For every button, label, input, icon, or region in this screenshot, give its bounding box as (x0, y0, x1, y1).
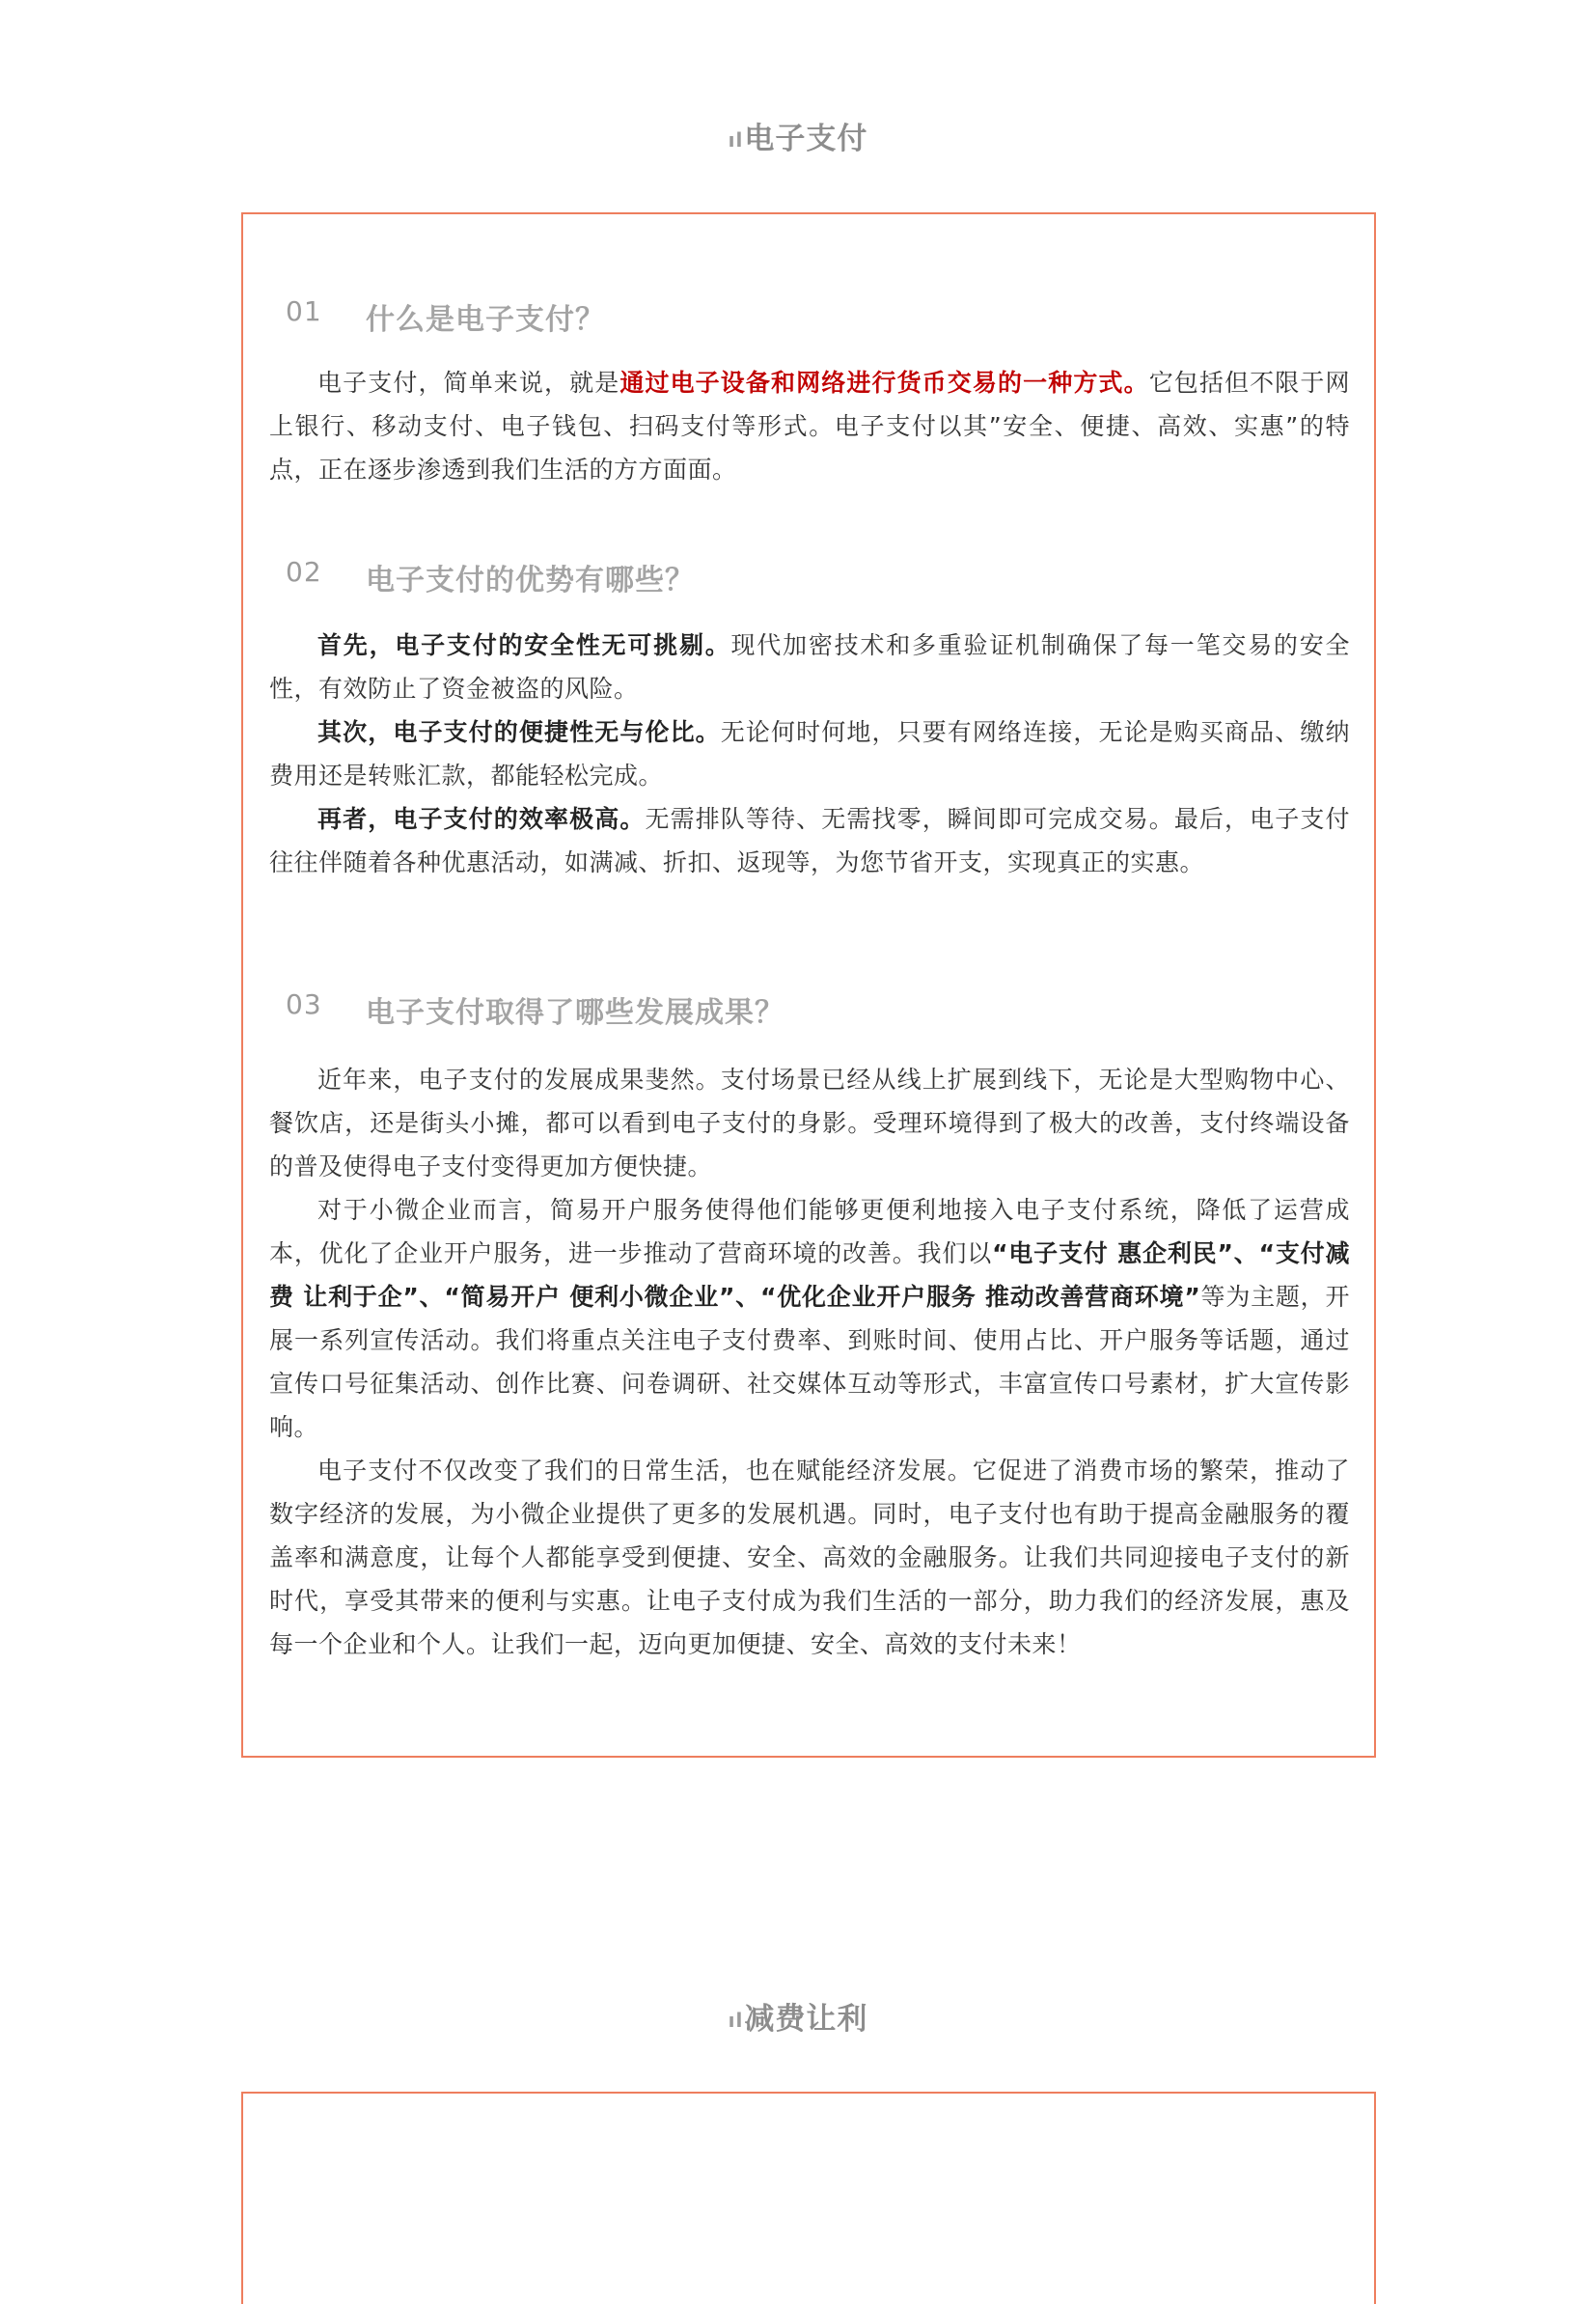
question-block-03 (269, 986, 1350, 1666)
question-title: 什么是电子支付？ (366, 303, 605, 337)
answer-text: 电子支付，简单来说，就是 (317, 369, 620, 397)
question-title: 电子支付取得了哪些发展成果？ (366, 996, 784, 1030)
question-header (269, 986, 1350, 1033)
bold-slogans: “电子支付 惠企利民”、“支付减费 让利于企”、“简易开户 便利小微企业”、“优化企业开户服务 推动改善营商环境” (269, 1239, 1350, 1311)
question-title: 电子支付的优势有哪些？ (366, 564, 695, 597)
question-header (269, 293, 1350, 340)
answer-paragraph (269, 710, 1350, 797)
highlight-text: 通过电子设备和网络进行货币交易的一种方式。 (619, 369, 1149, 397)
content-card (241, 212, 1376, 1758)
section-heading-title: 电子支付 (744, 122, 868, 156)
answer-paragraph (269, 797, 1350, 884)
answer-text: 现代加密技术和多重验证机制确保了每一笔交易的安全性，有效防止了资金被盗的风险。 (269, 631, 1350, 703)
question-number: 02 (286, 556, 322, 588)
answer-paragraph (269, 361, 1350, 491)
content-card-partial (241, 2092, 1376, 2304)
question-number: 01 (286, 295, 322, 327)
bar-chart-icon: ıl (728, 128, 744, 152)
question-number: 03 (286, 988, 322, 1020)
bold-lead: 再者，电子支付的效率极高。 (317, 805, 646, 833)
question-block-01 (269, 293, 1350, 491)
answer-text: 对于小微企业而言，简易开户服务使得他们能够更便利地接入电子支付系统，降低了运营成本，优化了企业开户服务，进一步推动了营商环境的改善。我们以 (269, 1196, 1350, 1267)
section-heading-title: 减费让利 (744, 2002, 868, 2037)
section-heading-fee-reduction (0, 1994, 1596, 2038)
answer-paragraph (269, 624, 1350, 710)
answer-text: 无需排队等待、无需找零，瞬间即可完成交易。最后，电子支付往往伴随着各种优惠活动，如满减、折扣、返现等，为您节省开支，实现真正的实惠。 (269, 805, 1350, 876)
answer-text: 无论何时何地，只要有网络连接，无论是购买商品、缴纳费用还是转账汇款，都能轻松完成。 (269, 718, 1350, 790)
answer-text: 等为主题，开展一系列宣传活动。我们将重点关注电子支付费率、到账时间、使用占比、开户服务等话题，通过宣传口号征集活动、创作比赛、问卷调研、社交媒体互动等形式，丰富宣传口号素材，扩大宣传影响。 (269, 1283, 1350, 1441)
bold-lead: 其次，电子支付的便捷性无与伦比。 (317, 718, 721, 746)
answer-text: 它包括但不限于网上银行、移动支付、电子钱包、扫码支付等形式。电子支付以其”安全、便捷、高效、实惠”的特点，正在逐步渗透到我们生活的方方面面。 (269, 369, 1350, 484)
answer-paragraph: 近年来，电子支付的发展成果斐然。支付场景已经从线上扩展到线下，无论是大型购物中心、餐饮店，还是街头小摊，都可以看到电子支付的身影。受理环境得到了极大的改善，支付终端设备的普及使得电子支付变得更加方便快捷。 (269, 1066, 1350, 1180)
bar-chart-icon: ıl (728, 2009, 744, 2032)
section-heading-electronic-payment (0, 114, 1596, 157)
answer-paragraph: 电子支付不仅改变了我们的日常生活，也在赋能经济发展。它促进了消费市场的繁荣，推动了数字经济的发展，为小微企业提供了更多的发展机遇。同时，电子支付也有助于提高金融服务的覆盖率和满意度，让每个人都能享受到便捷、安全、高效的金融服务。让我们共同迎接电子支付的新时代，享受其带来的便利与实惠。让电子支付成为我们生活的一部分，助力我们的经济发展，惠及每一个企业和个人。让我们一起，迈向更加便捷、安全、高效的支付未来！ (269, 1457, 1350, 1658)
answer-paragraph (269, 1188, 1350, 1449)
question-block-02 (269, 554, 1350, 884)
question-header (269, 554, 1350, 600)
bold-lead: 首先，电子支付的安全性无可挑剔。 (317, 631, 731, 659)
